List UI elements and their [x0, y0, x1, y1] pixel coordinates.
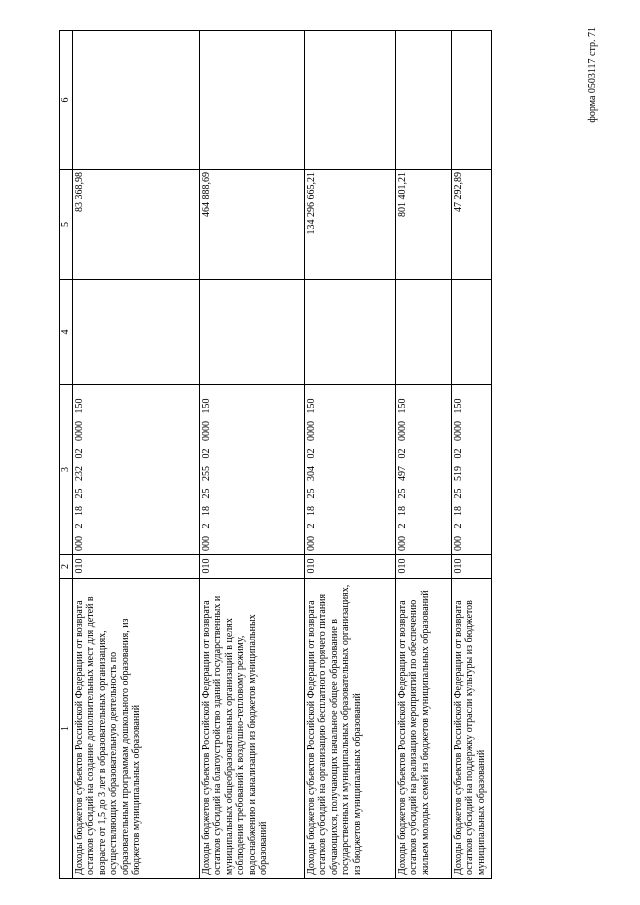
column-header-3: 3	[60, 385, 73, 555]
report-table	[59, 30, 492, 879]
column-header-6: 6	[60, 31, 73, 170]
row-line-code: 010	[395, 555, 451, 579]
row-name: Доходы бюджетов субъектов Российской Федерации от возврата остатков субсидий на реализацию мероприятий по обеспечению жильем молодых семей из бюджетов муниципальных образований	[395, 579, 451, 879]
row-name: Доходы бюджетов субъектов Российской Федерации от возврата остатков субсидий на благоустройство зданий государственных и муниципальных общеобразовательных организаций в целях соблюдения требований к воздушно-тепловому режиму, водоснабжению и канализации из бюджетов муниципальных образований	[199, 579, 304, 879]
row-col5-value: 83 368,98	[72, 170, 199, 280]
row-col4-value	[72, 280, 199, 385]
row-col4-value	[451, 280, 491, 385]
row-budget-code: 000 2 18 25 519 02 0000 150	[451, 385, 491, 555]
row-budget-code: 000 2 18 25 232 02 0000 150	[72, 385, 199, 555]
row-col4-value	[395, 280, 451, 385]
table-row	[199, 31, 304, 879]
row-line-code: 010	[304, 555, 395, 579]
column-number-row	[60, 31, 73, 879]
row-name: Доходы бюджетов субъектов Российской Федерации от возврата остатков субсидий на организацию бесплатного горячего питания обучающихся, получающих начальное общее образование в государственных и муниципальных образовательных организациях, из бюджетов муниципальных образований	[304, 579, 395, 879]
column-header-1: 1	[60, 579, 73, 879]
row-col5-value: 134 296 665,21	[304, 170, 395, 280]
row-col5-value: 464 888,69	[199, 170, 304, 280]
row-col6-value	[304, 31, 395, 170]
row-col4-value	[304, 280, 395, 385]
row-budget-code: 000 2 18 25 304 02 0000 150	[304, 385, 395, 555]
table-row	[304, 31, 395, 879]
row-col4-value	[199, 280, 304, 385]
row-col6-value	[451, 31, 491, 170]
row-col5-value: 801 401,21	[395, 170, 451, 280]
row-budget-code: 000 2 18 25 497 02 0000 150	[395, 385, 451, 555]
table-row	[395, 31, 451, 879]
row-budget-code: 000 2 18 25 255 02 0000 150	[199, 385, 304, 555]
row-col6-value	[72, 31, 199, 170]
row-name: Доходы бюджетов субъектов Российской Федерации от возврата остатков субсидий на поддержку отрасли культуры из бюджетов муниципальных образований	[451, 579, 491, 879]
form-code-label: форма 0503117 стр. 71	[587, 27, 598, 123]
row-col6-value	[199, 31, 304, 170]
row-col6-value	[395, 31, 451, 170]
row-line-code: 010	[72, 555, 199, 579]
table-row	[451, 31, 491, 879]
row-col5-value: 47 292,89	[451, 170, 491, 280]
table-row	[72, 31, 199, 879]
row-line-code: 010	[199, 555, 304, 579]
row-line-code: 010	[451, 555, 491, 579]
column-header-5: 5	[60, 170, 73, 280]
column-header-2: 2	[60, 555, 73, 579]
row-name: Доходы бюджетов субъектов Российской Федерации от возврата остатков субсидий на создание дополнительных мест для детей в возрасте от 1,5 до 3 лет в образовательных организациях, осуществляющих образовательную деятельность по образовательным программам дошкольного образования, из бюджетов муниципальных образований	[72, 579, 199, 879]
column-header-4: 4	[60, 280, 73, 385]
